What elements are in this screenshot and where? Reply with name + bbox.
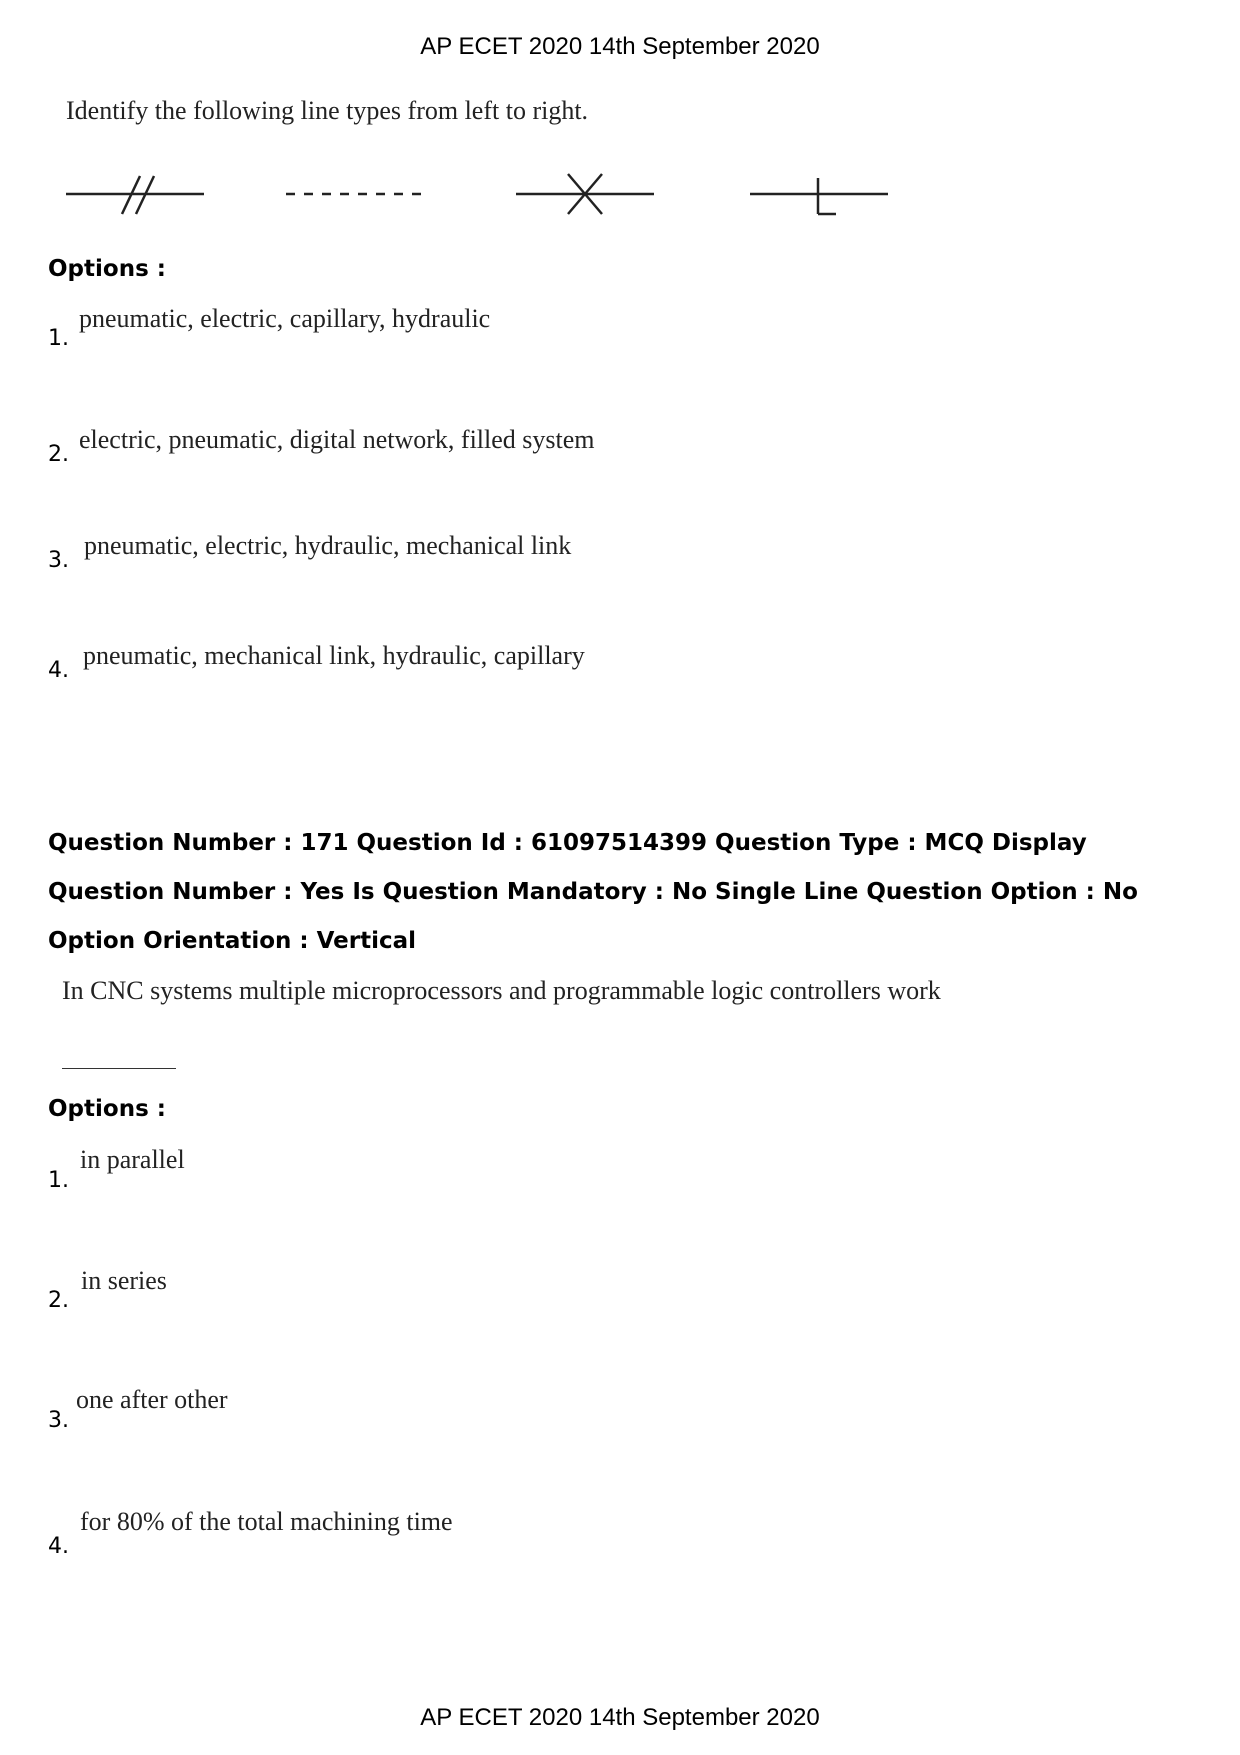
option-text: in series [81, 1266, 167, 1295]
option-number: 2. [48, 1288, 69, 1313]
option-text: in parallel [80, 1145, 185, 1174]
option-number: 4. [48, 658, 69, 683]
page-footer: AP ECET 2020 14th September 2020 [420, 1704, 820, 1731]
double-slash-line-icon [66, 176, 204, 214]
option-number: 3. [48, 1408, 69, 1433]
option-text: pneumatic, electric, capillary, hydraulic [79, 304, 491, 333]
l-mark-line-icon [750, 178, 888, 214]
option-number: 2. [48, 442, 69, 467]
question-prompt: In CNC systems multiple microprocessors and programmable logic controllers work [62, 976, 941, 1005]
question-metadata: Question Number : 171 Question Id : 61097514399 Question Type : MCQ Display Question Number : Yes Is Question Mandatory : No Single Line Question Option : No Option Orientation : Vertical [48, 830, 1138, 954]
fill-in-blank-line [62, 1068, 176, 1069]
option-text: one after other [76, 1385, 228, 1414]
option-text: pneumatic, mechanical link, hydraulic, capillary [83, 641, 585, 670]
option-number: 1. [48, 326, 69, 351]
option-text: pneumatic, electric, hydraulic, mechanical link [84, 531, 572, 560]
option-text: electric, pneumatic, digital network, filled system [79, 425, 595, 454]
option-number: 4. [48, 1534, 69, 1559]
options-heading: Options : [48, 1096, 166, 1122]
line-type-symbols [60, 168, 900, 228]
options-heading: Options : [48, 256, 166, 282]
option-text: for 80% of the total machining time [80, 1507, 453, 1536]
question-prompt: Identify the following line types from left to right. [66, 96, 589, 125]
option-number: 3. [48, 548, 69, 573]
page-header: AP ECET 2020 14th September 2020 [420, 33, 820, 60]
cross-line-icon [516, 174, 654, 214]
option-number: 1. [48, 1168, 69, 1193]
